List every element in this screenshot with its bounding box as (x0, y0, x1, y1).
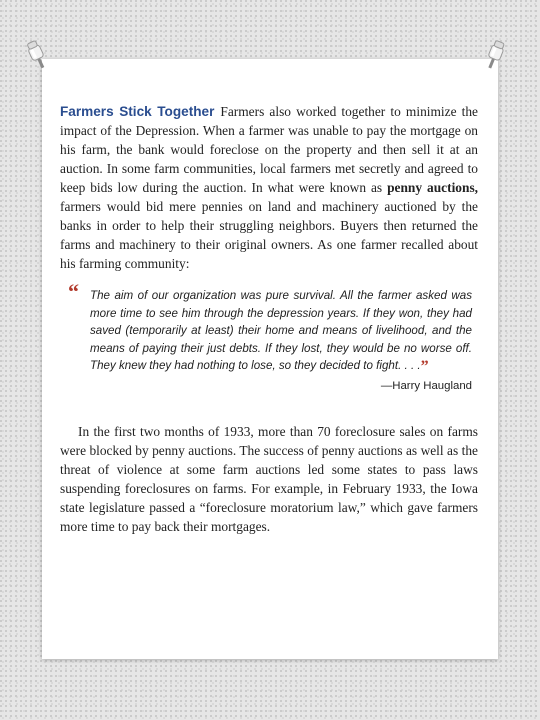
pushpin-icon (24, 38, 49, 71)
close-quote-mark: ” (420, 358, 429, 376)
document-body (60, 102, 478, 536)
second-paragraph: In the first two months of 1933, more than 70 foreclosure sales on farms were blocked by penny auctions. The success of penny auctions as well as the threat of violence at some farm auctions led some states to pass laws suspending foreclosures on farms. For example, in February 1933, the Iowa state legislature passed a “foreclosure moratorium law,” which gave farmers more time to pay back their mortgages. (60, 423, 478, 534)
key-term: penny auctions, (387, 180, 478, 195)
open-quote-mark: “ (68, 279, 79, 304)
pushpin-icon (483, 38, 507, 71)
block-quote (68, 279, 472, 376)
quote-attribution: —Harry Haugland (380, 379, 472, 392)
paragraph-text: farmers would bid mere pennies on land and machinery auctioned by the banks in order to help their struggling neighbors. Buyers then returned the farms and machinery to their original owners. As one farmer recalled about his farming community: (60, 199, 478, 271)
intro-paragraph (60, 102, 478, 273)
quote-text: The aim of our organization was pure survival. All the farmer asked was more time to see him through the depression years. If they won, they had saved (temporarily at least) their home and means of livelihood, and the means of paying their just debts. If they lost, they would be no worse off. They knew they had nothing to lose, so they decided to fight. . . . (90, 289, 472, 373)
section-heading: Farmers Stick Together (60, 104, 215, 119)
paragraph-text: Farmers also worked together to minimize the impact of the Depression. When a farmer was unable to pay the mortgage on his farm, the bank would foreclose on the property and then sell it at an auction. In some farm communities, local farmers met secretly and agreed to keep bids low during the auction. In what were known as (60, 104, 478, 195)
